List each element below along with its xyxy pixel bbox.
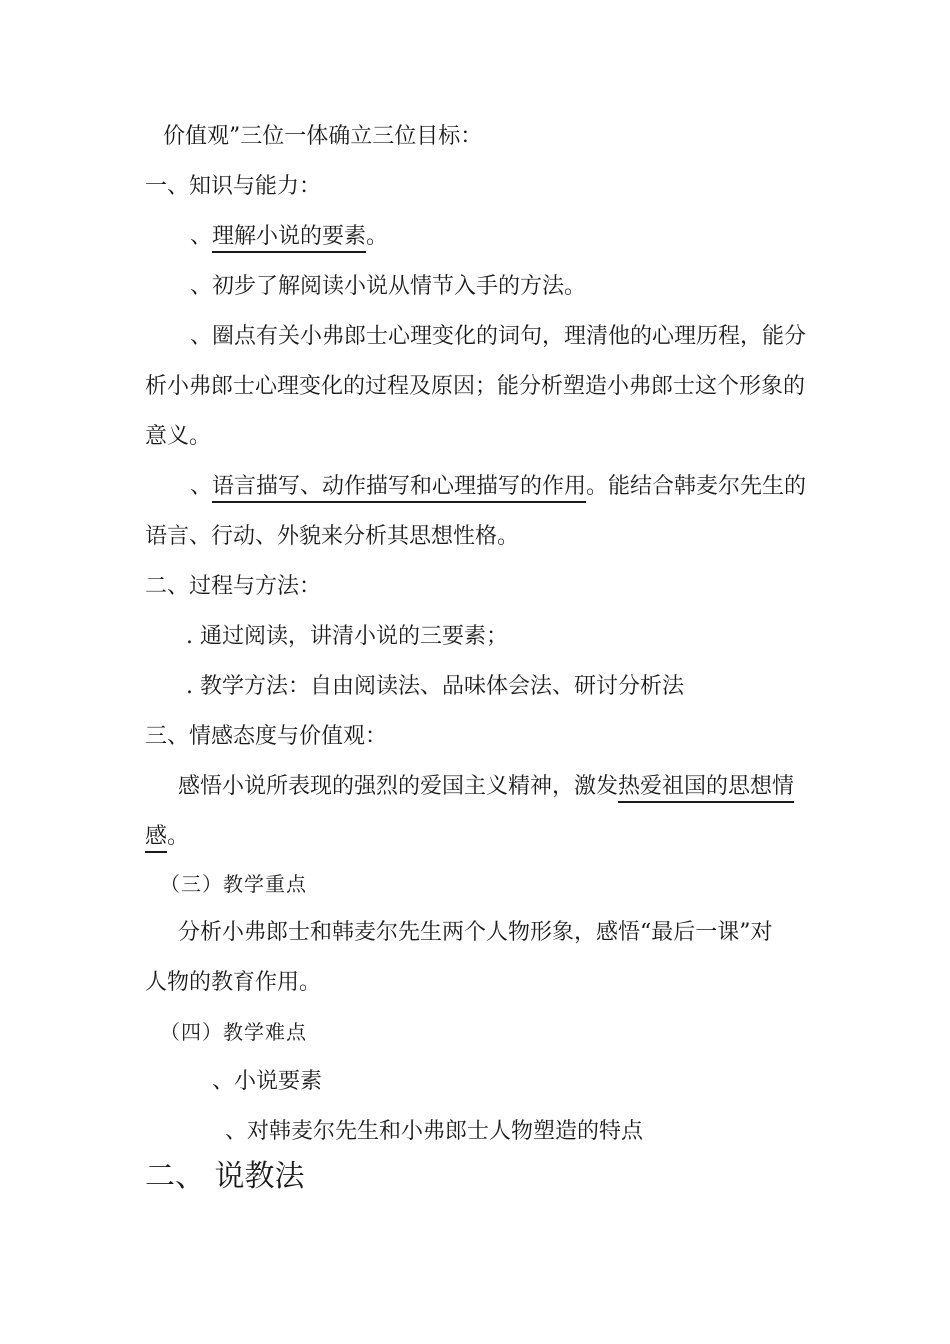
section3-line2-suffix: 。 bbox=[167, 824, 190, 849]
section1-item3-line1: 、圈点有关小弗郎士心理变化的词句，理清他的心理历程，能分 bbox=[190, 324, 807, 349]
section1-item4-line1 bbox=[190, 472, 806, 502]
section1-item4-underlined: 语言描写、动作描写和心理描写的作用 bbox=[212, 474, 586, 503]
section2-heading: 二、过程与方法： bbox=[145, 574, 322, 599]
section1-item1-underlined: 理解小说的要素 bbox=[212, 224, 366, 253]
section1-item4-prefix: 、 bbox=[190, 474, 213, 499]
intro-line: 价值观”三位一体确立三位目标： bbox=[163, 124, 483, 149]
difficulties-item1: 、小说要素 bbox=[212, 1069, 323, 1094]
section1-item4-line2: 语言、行动、外貌来分析其思想性格。 bbox=[145, 524, 520, 549]
section3-line2 bbox=[145, 822, 189, 852]
section2-item2: . 教学方法：自由阅读法、品味体会法、研讨分析法 bbox=[186, 674, 684, 699]
difficulties-item2: 、对韩麦尔先生和小弗郎士人物塑造的特点 bbox=[225, 1119, 644, 1144]
key-points-line2: 人物的教育作用。 bbox=[145, 970, 322, 995]
section1-item1-prefix: 、 bbox=[190, 224, 213, 249]
section2-item1: . 通过阅读，讲清小说的三要素； bbox=[186, 624, 508, 649]
section1-item4-suffix: 。能结合韩麦尔先生的 bbox=[586, 474, 807, 499]
section1-item1-suffix: 。 bbox=[366, 224, 389, 249]
key-points-heading: （三）教学重点 bbox=[160, 872, 307, 896]
section1-item2: 、初步了解阅读小说从情节入手的方法。 bbox=[190, 274, 587, 299]
section1-heading: 一、知识与能力： bbox=[145, 174, 322, 199]
section3-line1-prefix: 感悟小说所表现的强烈的爱国主义精神，激发 bbox=[178, 774, 619, 799]
key-points-line1: 分析小弗郎士和韩麦尔先生两个人物形象，感悟“最后一课”对 bbox=[178, 920, 773, 945]
section3-line1 bbox=[178, 772, 794, 802]
final-heading: 二、 说教法 bbox=[145, 1159, 305, 1194]
section1-item3-line2: 析小弗郎士心理变化的过程及原因；能分析塑造小弗郎士这个形象的 bbox=[145, 374, 806, 399]
section3-line2-underlined: 感 bbox=[145, 824, 167, 853]
section3-heading: 三、情感态度与价值观： bbox=[145, 724, 388, 749]
section1-item1 bbox=[190, 222, 388, 252]
section1-item3-line3: 意义。 bbox=[145, 424, 212, 449]
section3-line1-underlined: 热爱祖国的思想情 bbox=[618, 774, 794, 803]
difficulties-heading: （四）教学难点 bbox=[160, 1020, 307, 1044]
